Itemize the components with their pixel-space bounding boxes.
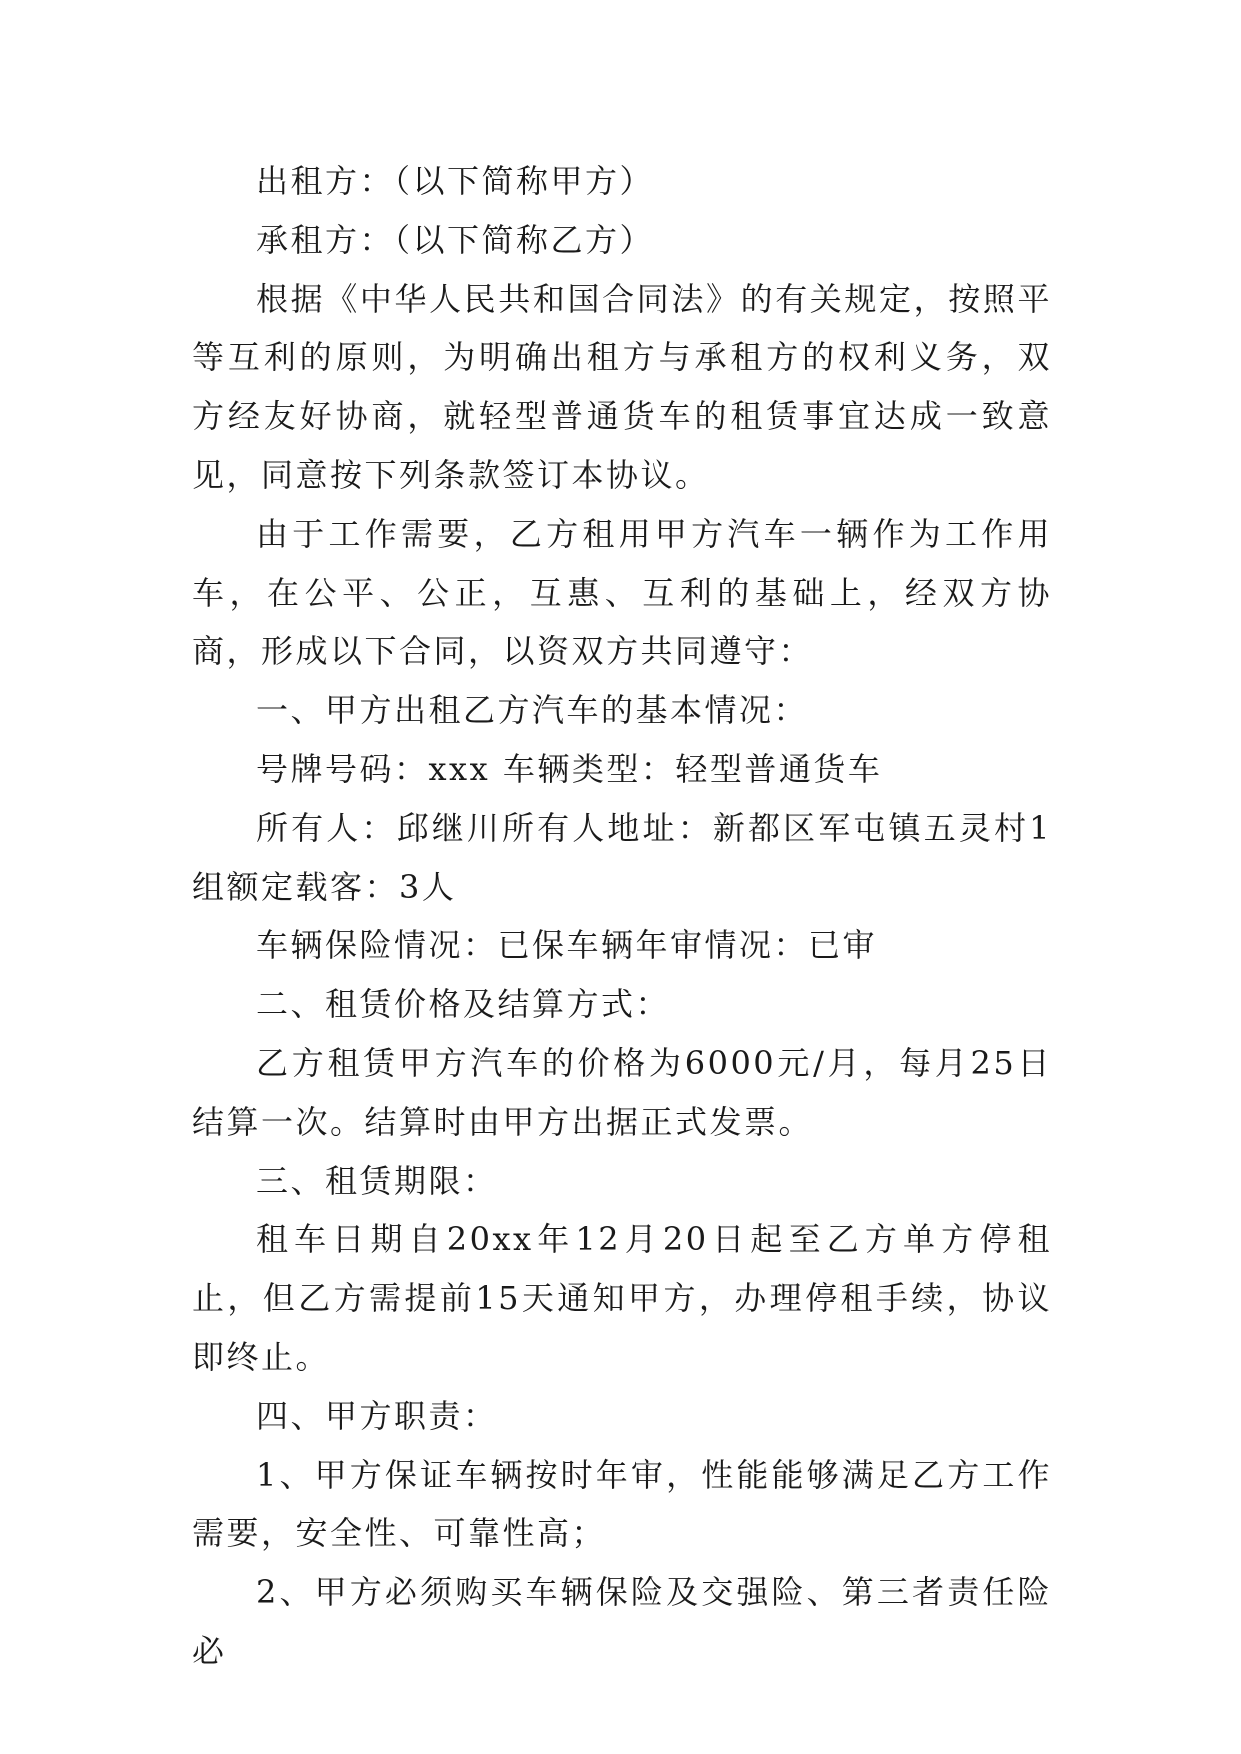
section-heading-price: 二、租赁价格及结算方式： (256, 985, 671, 1024)
paragraph-duty-1: 1、甲方保证车辆按时年审，性能能够满足乙方工作需要，安全性、可靠性高； (192, 1455, 1052, 1553)
paragraph-price: 乙方租赁甲方汽车的价格为6000元/月，每月25日结算一次。结算时由甲方出据正式发票。 (192, 1043, 1052, 1141)
paragraph-duty-2: 2、甲方必须购买车辆保险及交强险、第三者责任险必 (192, 1573, 1052, 1670)
section-heading-term: 三、租赁期限： (256, 1161, 498, 1200)
paragraph-legal-basis: 根据《中华人民共和国合同法》的有关规定，按照平等互利的原则，为明确出租方与承租方的权利义务，双方经友好协商，就轻型普通货车的租赁事宜达成一致意见，同意按下列条款签订本协议。 (192, 279, 1052, 494)
section-heading-vehicle-info: 一、甲方出租乙方汽车的基本情况： (256, 691, 809, 730)
paragraph-owner: 所有人：邱继川所有人地址：新都区军屯镇五灵村1组额定载客：3人 (192, 808, 1052, 906)
paragraph-lessor: 出租方：（以下简称甲方） (256, 162, 655, 200)
section-heading-lessor-duties: 四、甲方职责： (256, 1396, 498, 1435)
paragraph-lessee: 承租方：（以下简称乙方） (256, 220, 655, 259)
paragraph-insurance-status: 车辆保险情况：已保车辆年审情况：已审 (256, 926, 878, 965)
paragraph-plate-and-type: 号牌号码：xxx 车辆类型：轻型普通货车 (256, 749, 883, 788)
paragraph-purpose: 由于工作需要，乙方租用甲方汽车一辆作为工作用车，在公平、公正，互惠、互利的基础上，经双方协商，形成以下合同，以资双方共同遵守： (192, 514, 1052, 671)
paragraph-term: 租车日期自20xx年12月20日起至乙方单方停租止，但乙方需提前15天通知甲方，办理停租手续，协议即终止。 (192, 1220, 1052, 1376)
document-body (192, 152, 1052, 1681)
